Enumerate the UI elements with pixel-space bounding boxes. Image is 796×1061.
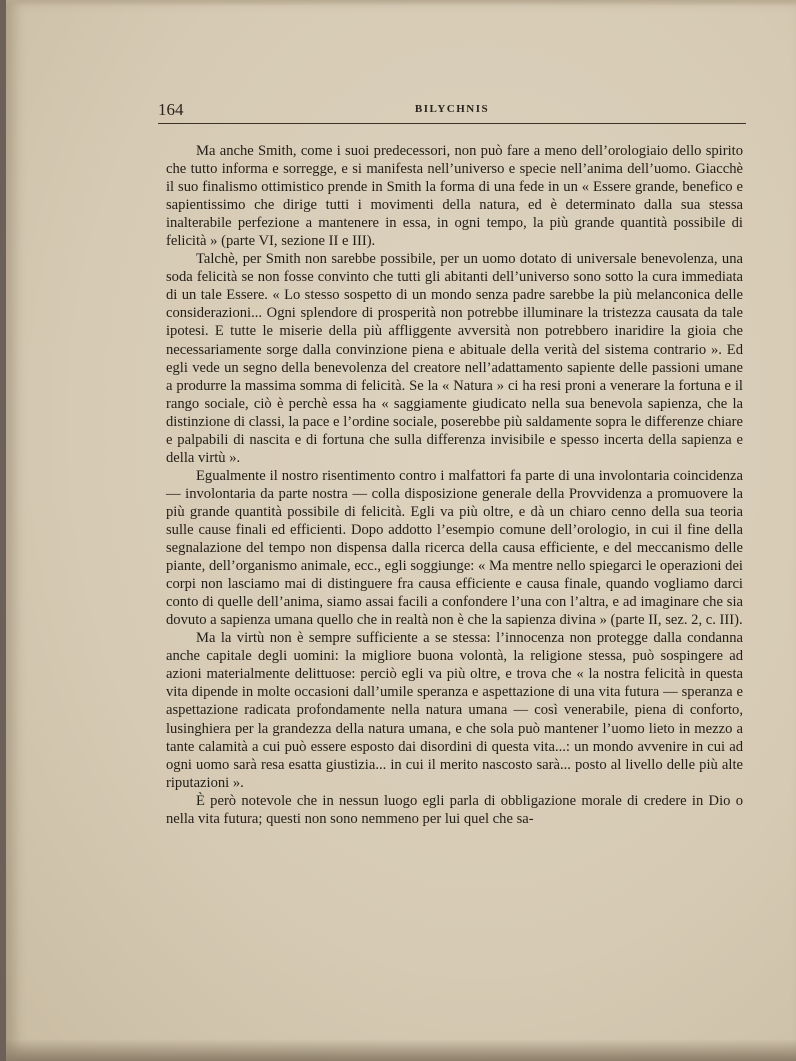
paragraph: Ma anche Smith, come i suoi predecessori, non può fare a meno dell’orologiaio dello spirito che tutto informa e sorregge, e si manifesta nell’universo e specie nell’anima dell’uomo. Giacchè il suo finalismo ottimistico prende in Smith la forma di una fede in un « Essere grande, benefico e sapientissimo che dirige tutti i movimenti della natura, ed è determinato dalla sua stessa inalterabile perfezione a mantenere in essa, in ogni tempo, la più grande quantità possibile di felicità » (parte VI, sezione II e III). [166, 143, 743, 250]
paragraph: Talchè, per Smith non sarebbe possibile, per un uomo dotato di universale benevolenza, una soda felicità se non fosse convinto che tutti gli abitanti dell’universo sono sotto la cura immediata di un tale Essere. « Lo stesso sospetto di un mondo senza padre sarebbe la più melanconica delle considerazioni... Ogni splendore di prosperità non potrebbe illuminare la tristezza causata da tale ipotesi. E tutte le miserie della più affliggente avversità non potrebbero inaridire la gioia che necessariamente sorge dalla convinzione piena e abituale della verità del sistema contrario ». Ed egli vede un segno della benevolenza del creatore nell’adattamento sapiente delle passioni umane a produrre la massima somma di felicità. Se la « Natura » ci ha resi proni a venerare la fortuna e il rango sociale, ciò è perchè essa ha « saggiamente giudicato nella sua benevola sapienza, che la distinzione di classi, la pace e l’ordine sociale, poserebbe più saldamente sopra le differenze chiare e palpabili di nascita e di fortuna che sulla differenza invisibile e spesso incerta della sapienza e della virtù ». [166, 251, 743, 466]
page-top-edge [6, 0, 796, 6]
body-text [166, 142, 743, 828]
paragraph: Egualmente il nostro risentimento contro i malfattori fa parte di una involontaria coincidenza — involontaria da parte nostra — colla disposizione generale della Provvidenza a promuovere la più grande quantità possibile di felicità. Egli va più oltre, e dà un chiaro cenno della sua teoria sulle cause finali ed efficienti. Dopo addotto l’esempio comune dell’orologio, in cui il fine della segnalazione del tempo non dispensa dalla ricerca della causa efficiente, e del meccanismo delle piante, dell’organismo animale, ecc., egli soggiunge: « Ma mentre nello spiegarci le operazioni dei corpi non lasciamo mai di distinguere fra causa efficiente e causa finale, quando vogliamo darci conto di quelle dell’anima, siamo assai facili a confondere l’una con l’altra, e ad imaginare che sia dovuto a sapienza umana quello che in realtà non è che la sapienza divina » (parte II, sez. 2, c. III). [166, 467, 743, 629]
paragraph: È però notevole che in nessun luogo egli parla di obbligazione morale di credere in Dio o nella vita futura; questi non sono nemmeno per lui quel che sa- [166, 792, 743, 827]
paragraph: Ma la virtù non è sempre sufficiente a se stessa: l’innocenza non protegge dalla condanna anche capitale degli uomini: la migliore buona volontà, la religione stessa, può sospingere ad azioni materialmente delittuose: perciò egli va più oltre, e trova che « la nostra felicità in questa vita dipende in molte occasioni dall’umile speranza e aspettazione di una vita futura — speranza e aspettazione radicata profondamente nella natura umana — così venerabile, piena di conforto, lusinghiera per la grandezza della natura umana, e che sola può mantener l’uomo lieto in mezzo a tante calamità a cui può essere esposto dai disordini di questa vita...: un mondo avvenire in cui ad ogni uomo sarà resa esatta giustizia... in cui il merito nascosto sarà... posto al livello delle più alte riputazioni ». [166, 630, 743, 791]
header-rule [158, 123, 746, 124]
page-bottom-edge [6, 1039, 796, 1061]
page-header [158, 100, 746, 124]
running-title: BILYCHNIS [414, 103, 490, 115]
page-number: 164 [158, 100, 184, 119]
book-page [6, 0, 796, 1061]
